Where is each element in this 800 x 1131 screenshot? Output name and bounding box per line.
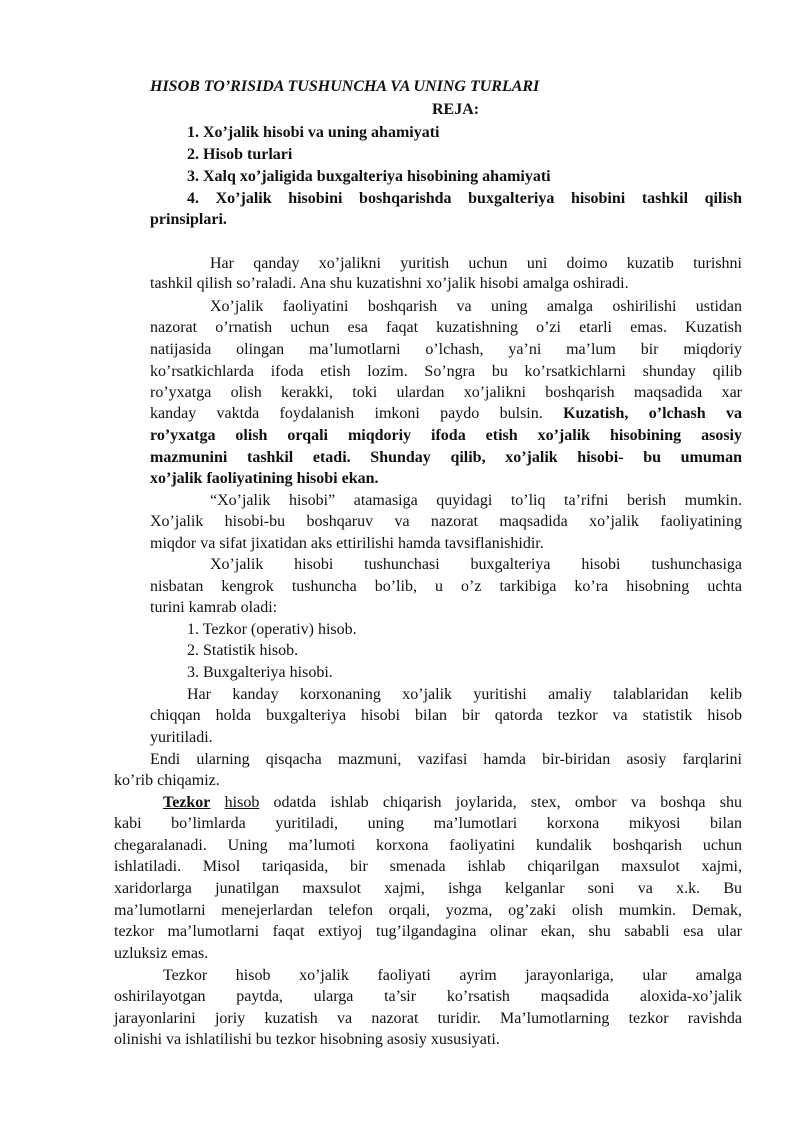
paragraph-line: tezkor ma’lumotlarni faqat extiyoj tug’ilgandagina olinar ekan, shu sababli esa ular <box>114 923 742 940</box>
paragraph-line: yuritiladi. <box>150 729 213 746</box>
paragraph-line: natijasida olingan ma’lumotlarni o’lchash, ya’ni ma’lum bir miqdoriy <box>150 341 742 358</box>
paragraph-line: “Xo’jalik hisobi” atamasiga quyidagi to’liq ta’rifni berish mumkin. <box>210 492 742 509</box>
paragraph-line: Tezkor hisob odatda ishlab chiqarish joylarida, stex, ombor va boshqa shu <box>163 794 742 811</box>
plan-heading: REJA: <box>432 101 480 118</box>
paragraph-line: Xo’jalik faoliyatini boshqarish va uning amalga oshirilishi ustidan <box>210 298 742 315</box>
paragraph-line: kanday vaktda foydalanish imkoni paydo bulsin. Kuzatish, o’lchash va <box>150 405 742 422</box>
paragraph-line: tashkil qilish so’raladi. Ana shu kuzatishni xo’jalik hisobi amalga oshiradi. <box>150 275 629 292</box>
paragraph-line: nazorat o’rnatish uchun esa faqat kuzatishning o’zi etarli emas. Kuzatish <box>150 319 742 336</box>
paragraph-line: Xo’jalik hisobi tushunchasi buxgalteriya hisobi tushunchasiga <box>210 556 742 573</box>
paragraph-line: turini kamrab oladi: <box>150 599 278 616</box>
plan-item-3: 3. Xalq xo’jaligida buxgalteriya hisobining ahamiyati <box>187 168 551 185</box>
paragraph-line: chiqqan holda buxgalteriya hisobi bilan bir qatorda tezkor va statistik hisob <box>150 707 742 724</box>
paragraph-line: mazmunini tashkil etadi. Shunday qilib, xo’jalik hisobi- bu umuman <box>150 449 742 466</box>
paragraph-line: Har kanday korxonaning xo’jalik yuritishi amaliy talablaridan kelib <box>187 686 742 703</box>
paragraph-line: kabi bo’limlarda yuritiladi, uning ma’lumotlari korxona mikyosi bilan <box>114 815 742 832</box>
page-title: HISOB TO’RISIDA TUSHUNCHA VA UNING TURLARI <box>150 78 540 95</box>
paragraph-line: Xo’jalik hisobi-bu boshqaruv va nazorat maqsadida xo’jalik faoliyatining <box>150 513 742 530</box>
plan-item-4: 4. Xo’jalik hisobini boshqarishda buxgalteriya hisobini tashkil qilish <box>187 190 743 207</box>
paragraph-line: jarayonlarini joriy kuzatish va nazorat turidir. Ma’lumotlarning tezkor ravishda <box>114 1010 742 1027</box>
paragraph-line: ko’rsatkichlarda ifoda etish lozim. So’ngra bu ko’rsatkichlarni shunday qilib <box>150 363 742 380</box>
paragraph-line: ro’yxatga olish kerakki, toki ulardan xo’jalikni boshqarish maqsadida xar <box>150 384 742 401</box>
plan-item-4-cont: prinsiplari. <box>150 211 227 228</box>
paragraph-line: ishlatiladi. Misol tariqasida, bir smenada ishlab chiqarilgan maxsulot xajmi, <box>114 858 742 875</box>
plan-item-1: 1. Xo’jalik hisobi va uning ahamiyati <box>187 124 440 141</box>
paragraph-line: uzluksiz emas. <box>114 945 209 962</box>
paragraph-line: Tezkor hisob xo’jalik faoliyati ayrim jarayonlariga, ular amalga <box>163 967 742 984</box>
paragraph-line: ro’yxatga olish orqali miqdoriy ifoda etish xo’jalik hisobining asosiy <box>150 427 742 444</box>
list-item: 3. Buxgalteriya hisobi. <box>187 664 333 681</box>
paragraph-line: Har qanday xo’jalikni yuritish uchun uni doimo kuzatib turishni <box>210 255 742 272</box>
paragraph-line: miqdor va sifat jixatidan aks ettirilishi hamda tavsiflanishidir. <box>150 535 544 552</box>
paragraph-line: xaridorlarga junatilgan maxsulot xajmi, ishga kelganlar soni va x.k. Bu <box>114 880 742 897</box>
paragraph-line: oshirilayotgan paytda, ularga ta’sir ko’rsatish maqsadida aloxida-xo’jalik <box>114 988 742 1005</box>
plan-item-2: 2. Hisob turlari <box>187 146 293 163</box>
paragraph-line: Endi ularning qisqacha mazmuni, vazifasi hamda bir-biridan asosiy farqlarini <box>150 751 742 768</box>
paragraph-line: ma’lumotlarni menejerlardan telefon orqali, yozma, og’zaki olish mumkin. Demak, <box>114 902 742 919</box>
paragraph-line: nisbatan kengrok tushuncha bo’lib, u o’z tarkibiga ko’ra hisobning uchta <box>150 578 742 595</box>
paragraph-line: xo’jalik faoliyatining hisobi ekan. <box>150 470 379 487</box>
paragraph-line: ko’rib chiqamiz. <box>114 772 220 789</box>
paragraph-line: chegaralanadi. Uning ma’lumoti korxona faoliyatini kundalik boshqarish uchun <box>114 837 742 854</box>
list-item: 2. Statistik hisob. <box>187 642 299 659</box>
paragraph-line: olinishi va ishlatilishi bu tezkor hisobning asosiy xususiyati. <box>114 1031 500 1048</box>
list-item: 1. Tezkor (operativ) hisob. <box>187 621 357 638</box>
